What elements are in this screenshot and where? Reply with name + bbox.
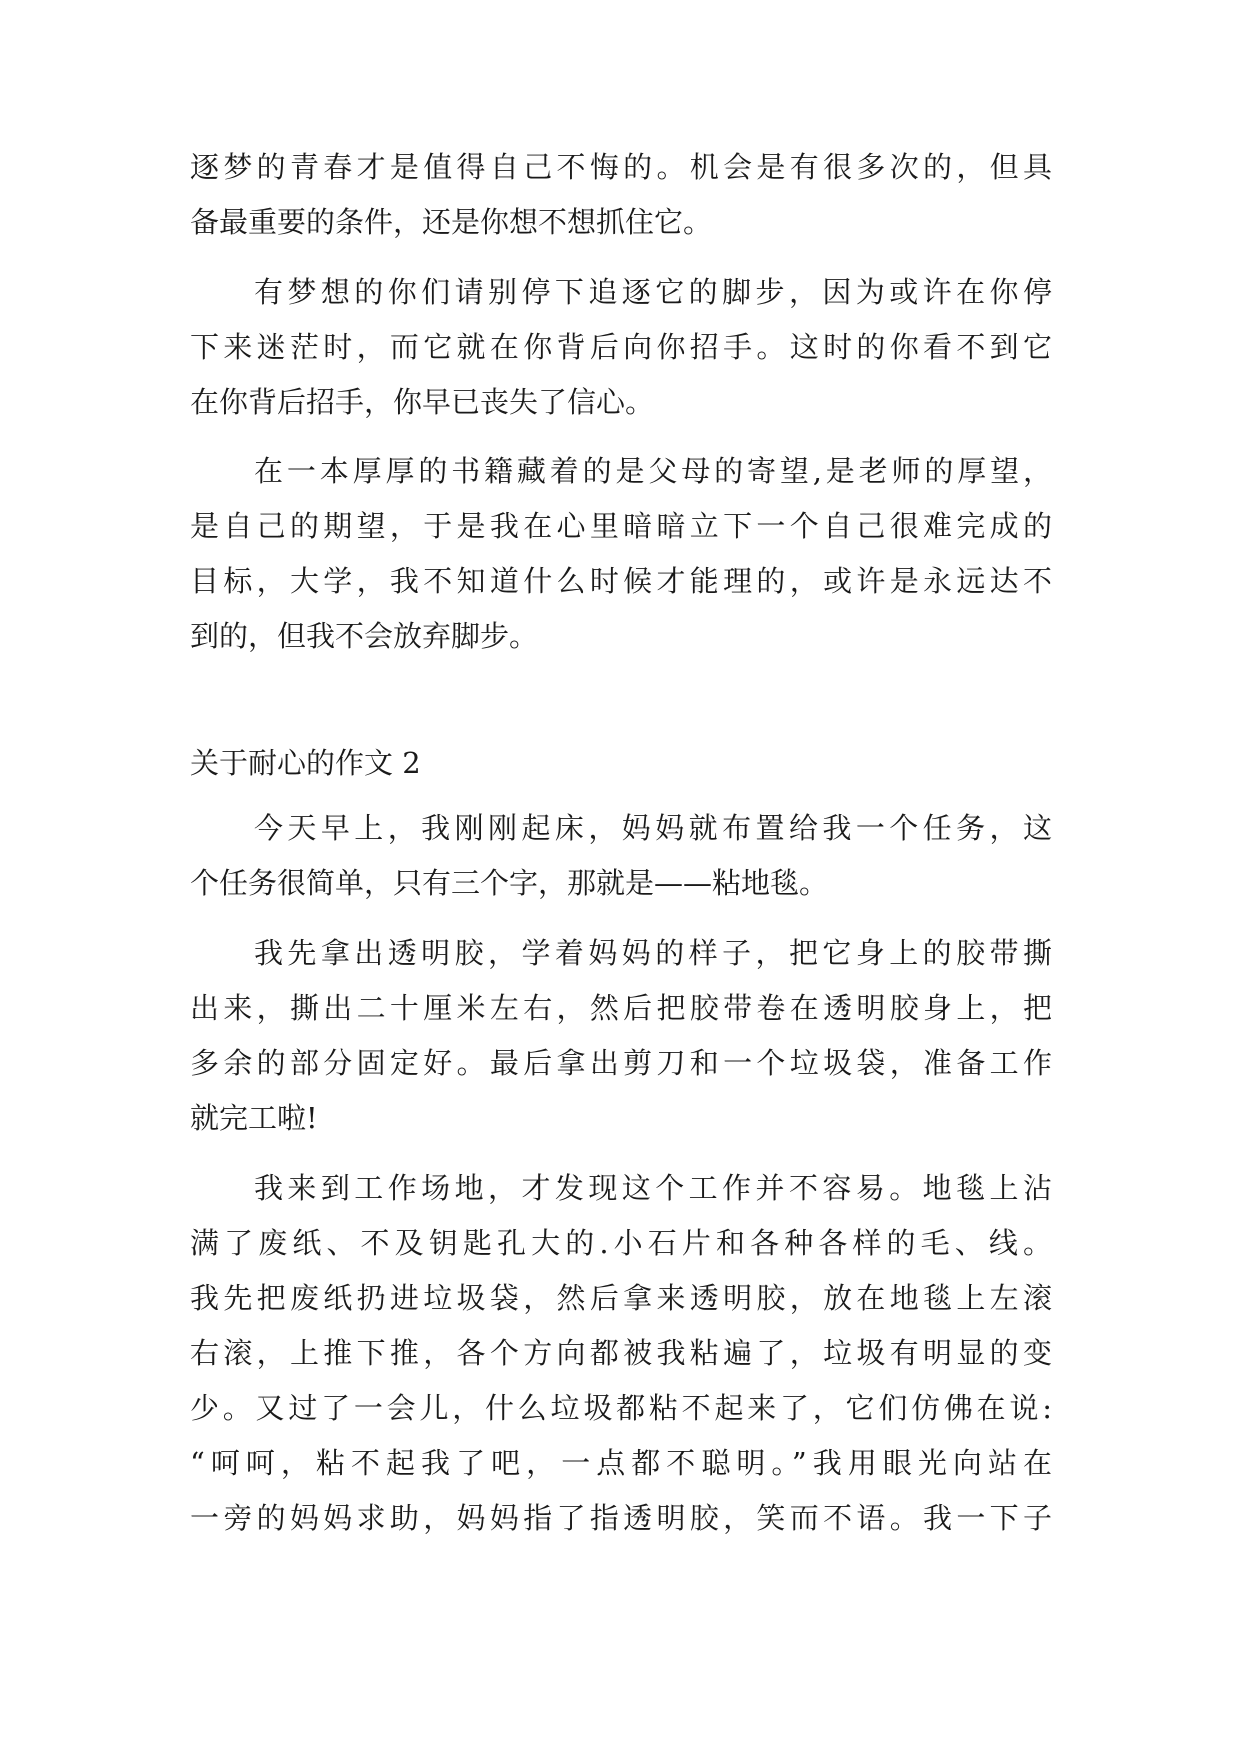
text-line: 少。又过了一会儿，什么垃圾都粘不起来了，它们仿佛在说: <box>190 1391 1052 1425</box>
text-line: “呵呵，粘不起我了吧，一点都不聪明。”我用眼光向站在 <box>190 1446 1052 1480</box>
text-line: 有梦想的你们请别停下追逐它的脚步，因为或许在你停 <box>254 275 1052 309</box>
text-line: 右滚，上推下推，各个方向都被我粘遍了，垃圾有明显的变 <box>190 1336 1052 1370</box>
text-line: 我来到工作场地，才发现这个工作并不容易。地毯上沾 <box>254 1171 1052 1205</box>
text-line: 是自己的期望，于是我在心里暗暗立下一个自己很难完成的 <box>190 509 1052 543</box>
text-line: 在你背后招手，你早已丧失了信心。 <box>190 385 655 419</box>
text-line: 多余的部分固定好。最后拿出剪刀和一个垃圾袋，准备工作 <box>190 1046 1052 1080</box>
text-line: 下来迷茫时，而它就在你背后向你招手。这时的你看不到它 <box>190 330 1052 364</box>
text-line: 我先拿出透明胶，学着妈妈的样子，把它身上的胶带撕 <box>254 936 1052 970</box>
text-line: 个任务很简单，只有三个字，那就是——粘地毯。 <box>190 866 829 900</box>
text-line: 出来，撕出二十厘米左右，然后把胶带卷在透明胶身上，把 <box>190 991 1052 1025</box>
text-line: 一旁的妈妈求助，妈妈指了指透明胶，笑而不语。我一下子 <box>190 1501 1052 1535</box>
text-line: 我先把废纸扔进垃圾袋，然后拿来透明胶，放在地毯上左滚 <box>190 1281 1052 1315</box>
text-line: 就完工啦! <box>190 1101 318 1135</box>
text-line: 到的，但我不会放弃脚步。 <box>190 619 539 653</box>
text-line: 今天早上，我刚刚起床，妈妈就布置给我一个任务，这 <box>254 811 1052 845</box>
text-line: 目标，大学，我不知道什么时候才能理的，或许是永远达不 <box>190 564 1052 598</box>
text-line: 备最重要的条件，还是你想不想抓住它。 <box>190 205 713 239</box>
text-line: 逐梦的青春才是值得自己不悔的。机会是有很多次的，但具 <box>190 150 1052 184</box>
text-line: 满了废纸、不及钥匙孔大的.小石片和各种各样的毛、线。 <box>190 1226 1052 1260</box>
section-heading: 关于耐心的作文 2 <box>190 746 421 780</box>
text-line: 在一本厚厚的书籍藏着的是父母的寄望,是老师的厚望， <box>254 454 1052 488</box>
